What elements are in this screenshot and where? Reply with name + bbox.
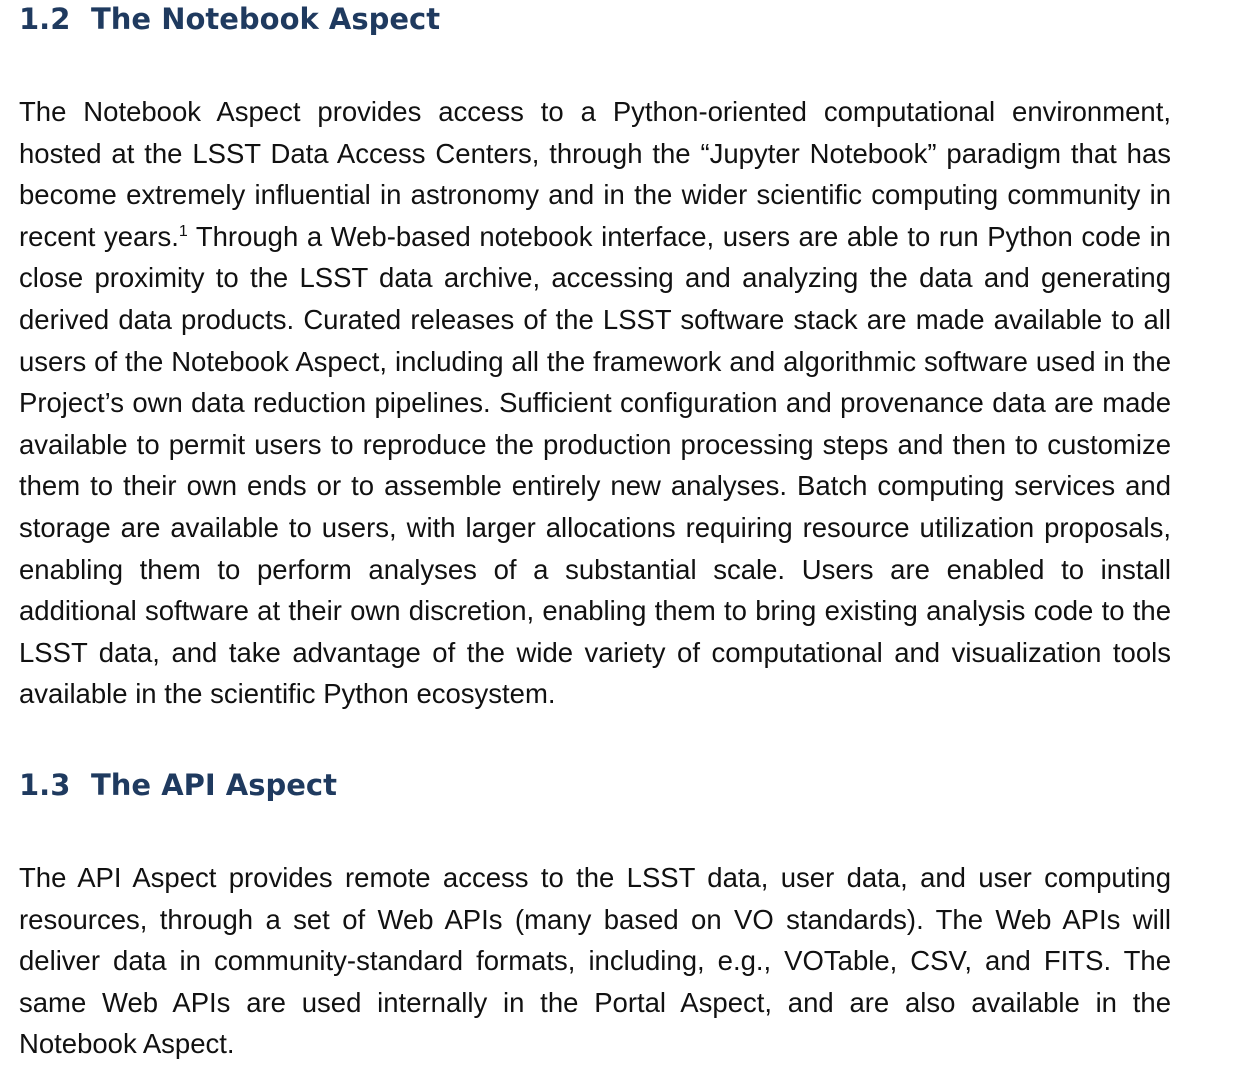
section-title: The API Aspect [91, 768, 337, 802]
footnote-marker[interactable]: 1 [178, 222, 188, 240]
section-paragraph-api-aspect [19, 857, 1171, 1065]
paragraph-text: The API Aspect provides remote access to the LSST data, user data, and user computing resources, through a set of Web APIs (many based on VO standards). The Web APIs will deliver data in community-standard formats, including, e.g., VOTable, CSV, and FITS. The same Web APIs are used internally in the Portal Aspect, and are also available in the Notebook Aspect. [19, 862, 1171, 1060]
section-number: 1.3 [19, 768, 71, 802]
section-heading-notebook-aspect [19, 2, 440, 36]
section-number: 1.2 [19, 2, 71, 36]
section-heading-api-aspect [19, 768, 337, 802]
paragraph-text: The Notebook Aspect provides access to a Python-oriented computational environment, hosted at the LSST Data Access Centers, through the “Jupyter Notebook” paradigm that has become extremely influential in astronomy and in the wider scientific computing community in recent years. [19, 96, 1171, 252]
section-title: The Notebook Aspect [91, 2, 441, 36]
section-paragraph-notebook-aspect [19, 91, 1171, 715]
paragraph-text: Through a Web-based notebook interface, users are able to run Python code in close proximity to the LSST data archive, accessing and analyzing the data and generating derived data products. Curated releases of the LSST software stack are made available to all users of the Notebook Aspect, including all the framework and algorithmic software used in the Project’s own data reduction pipelines. Sufficient configuration and provenance data are made available to permit users to reproduce the production processing steps and then to customize them to their own ends or to assemble entirely new analyses. Batch computing services and storage are available to users, with larger allocations requiring resource utilization proposals, enabling them to perform analyses of a substantial scale. Users are enabled to install additional software at their own discretion, enabling them to bring existing analysis code to the LSST data, and take advantage of the wide variety of computational and visualization tools available in the scientific Python ecosystem. [19, 220, 1171, 710]
